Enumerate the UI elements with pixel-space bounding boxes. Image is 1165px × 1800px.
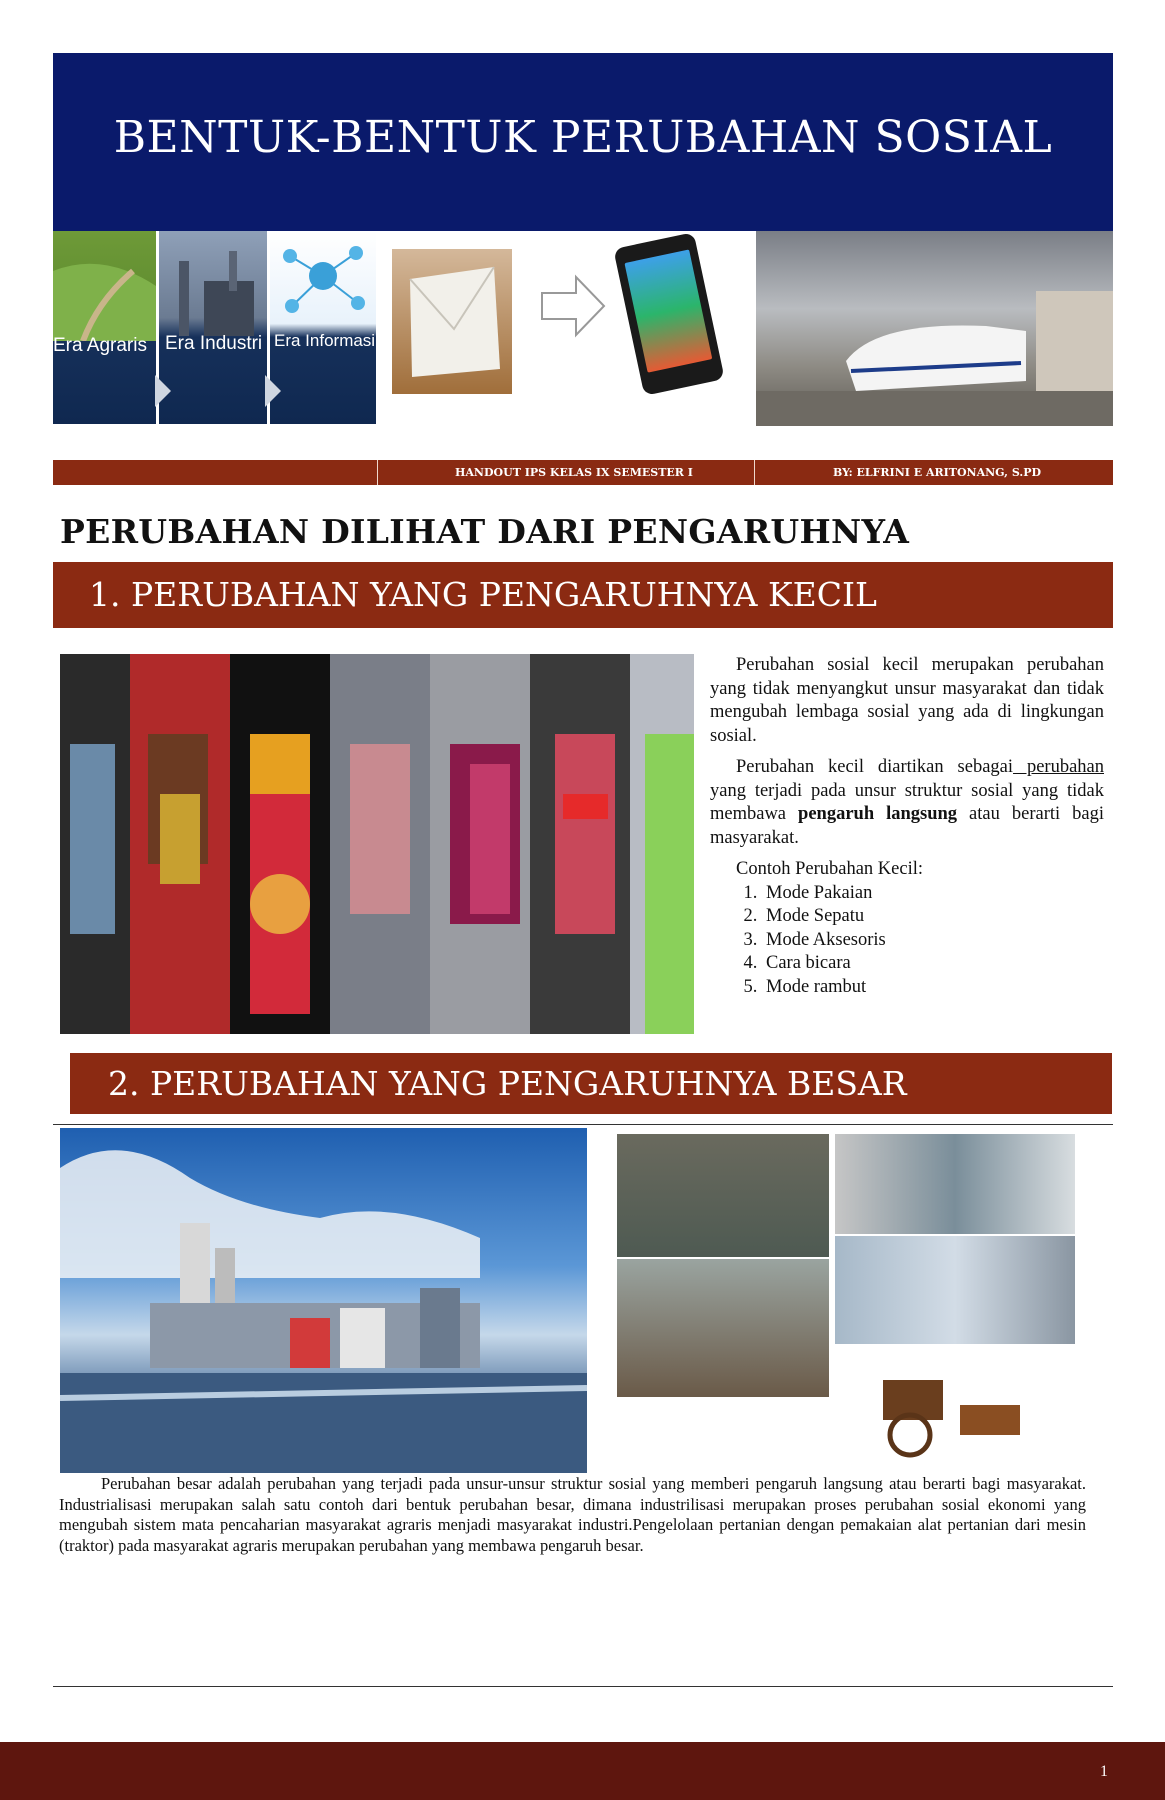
transportation-collage-image	[615, 1130, 1077, 1475]
divider-line	[53, 1124, 1113, 1125]
industrial-factory-image	[60, 1128, 587, 1473]
train-station-image	[756, 231, 1113, 426]
list-item: 1. Mode Pakaian	[762, 882, 1104, 906]
info-bar-divider	[377, 460, 378, 485]
list-item: 4. Cara bicara	[762, 952, 1104, 976]
boat-market-photo	[617, 1134, 829, 1257]
envelope-photo	[392, 249, 512, 394]
page-title: BENTUK-BENTUK PERUBAHAN SOSIAL	[113, 112, 1053, 163]
perubahan-link[interactable]: perubahan	[1013, 757, 1104, 777]
section1-paragraph-2-part: Perubahan kecil diartikan sebagai	[736, 757, 1014, 777]
horse-carriage-photo	[617, 1259, 829, 1397]
section1-paragraph-2-part: yang terjadi pada unsur struktur sosial yang tidak membawa	[710, 780, 1104, 824]
era-informasi-image	[270, 231, 376, 424]
examples-title: Contoh Perubahan Kecil:	[736, 859, 924, 879]
arrow-right-icon	[153, 371, 173, 411]
list-item: 3. Mode Aksesoris	[762, 929, 1104, 953]
section2-title-bar	[70, 1053, 1112, 1114]
fashion-models-image	[60, 654, 694, 1034]
section1-title: 1. PERUBAHAN YANG PENGARUHNYA KECIL	[89, 575, 877, 614]
era-industri-image	[159, 231, 267, 424]
section2-paragraph: Perubahan besar adalah perubahan yang terjadi pada unsur-unsur struktur sosial yang memberi pengaruh langsung atau berarti bagi masyarakat. Industrialisasi merupakan salah satu contoh dari bentuk perubahan besar, dimana industrilisasi merupakan proses perubahan sosial ekonomi yang mengubah sistem mata pencaharian masyarakat agraris menjadi masyarakat industri.Pengelolaan pertanian dengan pemakaian alat pertanian dari mesin (traktor) pada masyarakat agraris merupakan perubahan yang membawa pengaruh besar.	[59, 1474, 1086, 1555]
footer-bar	[0, 1742, 1165, 1800]
section1-bold-text: pengaruh langsung	[798, 804, 958, 824]
info-bar-divider	[754, 460, 755, 485]
list-item: 5. Mode rambut	[762, 976, 1104, 1000]
section1-paragraph-2-part: atau berarti bagi masyarakat.	[710, 804, 1104, 848]
examples-list	[710, 882, 1104, 1000]
info-bar	[53, 460, 1113, 485]
arrow-right-icon	[538, 271, 608, 341]
divider-line	[53, 1686, 1113, 1687]
section1-text	[710, 654, 1104, 999]
envelope-to-phone-image	[378, 231, 753, 428]
page-number: 1	[1100, 1763, 1108, 1780]
section2-title: 2. PERUBAHAN YANG PENGARUHNYA BESAR	[108, 1064, 907, 1103]
handout-label: HANDOUT IPS KELAS IX SEMESTER I	[455, 466, 693, 479]
section-heading: PERUBAHAN DILIHAT DARI PENGARUHNYA	[60, 512, 910, 551]
section1-paragraph-2	[710, 756, 1104, 850]
arrow-right-icon	[263, 371, 283, 411]
era-agraris-label: Era Agraris	[53, 335, 147, 356]
era-informasi-label: Era Informasi	[274, 331, 376, 350]
airplane-ship-photo	[835, 1236, 1075, 1344]
section1-title-bar	[53, 562, 1113, 628]
section1-paragraph-1: Perubahan sosial kecil merupakan perubahan yang tidak menyangkut unsur masyarakat dan tidak mengubah lembaga sosial yang ada di lingkungan sosial.	[710, 655, 1104, 746]
list-item: 2. Mode Sepatu	[762, 905, 1104, 929]
bus-traffic-train-photo	[835, 1134, 1075, 1234]
era-industri-label: Era Industri	[165, 333, 263, 354]
author-label: BY: ELFRINI E ARITONANG, S.PD	[833, 466, 1042, 479]
era-agraris-image	[53, 231, 156, 424]
ox-cart-photo	[865, 1350, 1045, 1470]
smartphone-photo	[613, 232, 724, 396]
banner-photo-strip	[53, 231, 1113, 428]
